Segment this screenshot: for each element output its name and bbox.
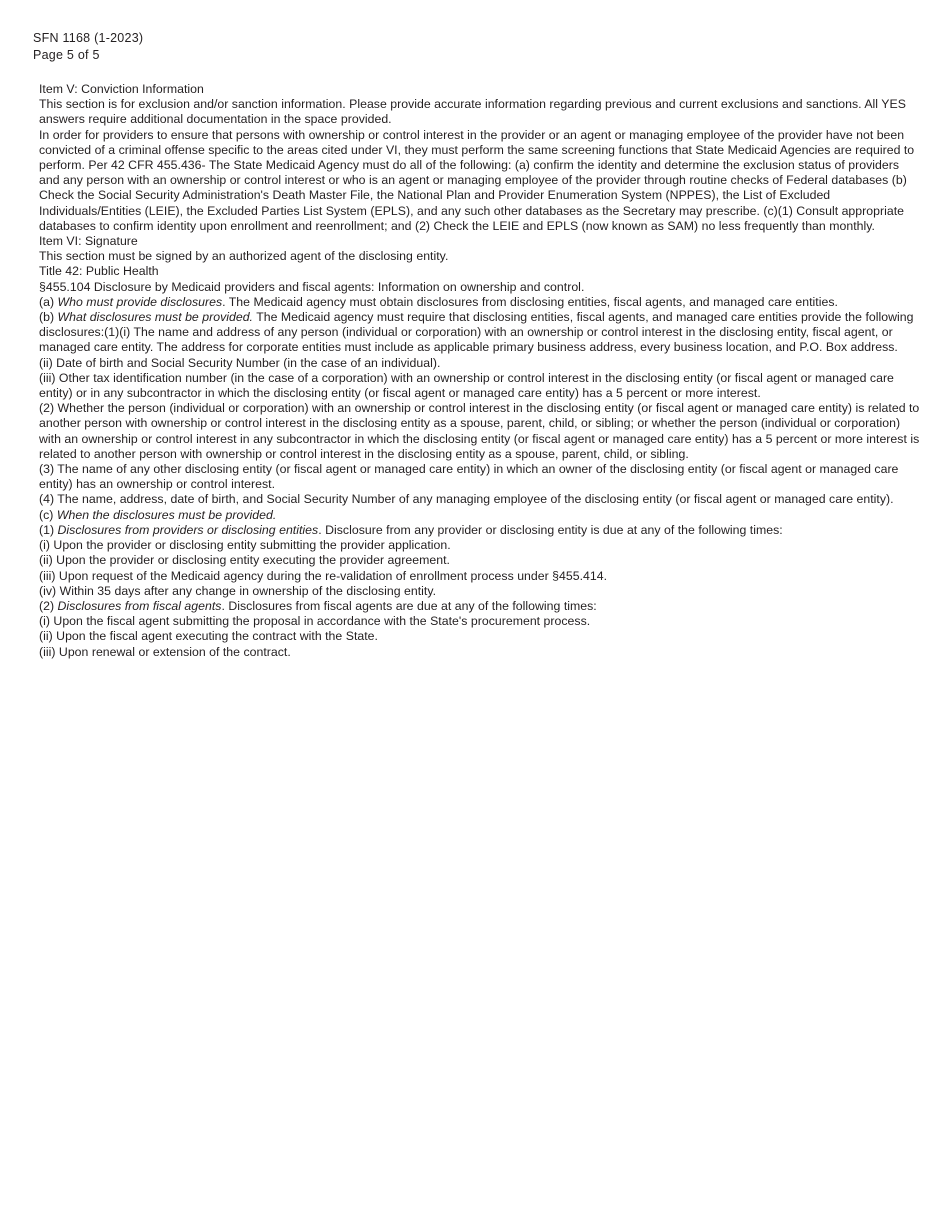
regulation-paragraph-c-2-iii — [39, 645, 921, 660]
regulation-paragraph-b-ii — [39, 356, 921, 371]
paragraph-italic-title: Disclosures from providers or disclosing entities — [57, 522, 319, 537]
form-number: SFN 1168 (1-2023) — [33, 31, 144, 45]
paragraph-text: . The Medicaid agency must obtain disclosures from disclosing entities, fiscal agents, and managed care entities. — [222, 294, 838, 309]
paragraph-text: (i) Upon the fiscal agent submitting the proposal in accordance with the State's procurement process. — [39, 614, 591, 629]
paragraph-italic-title: When the disclosures must be provided. — [56, 507, 277, 522]
title-42-heading: Title 42: Public Health — [39, 264, 159, 279]
paragraph-text: (iii) Other tax identification number (in the case of a corporation) with an ownership or control interest in the disclosing entity (or fiscal agent or managed care entity) or in any subcontractor in which the disclosing entity (or fiscal agent or managed care entity) has a 5 percent or more interest. — [39, 370, 894, 401]
paragraph-text: (iv) Within 35 days after any change in ownership of the disclosing entity. — [39, 583, 437, 598]
paragraph-marker: (1) — [39, 522, 58, 537]
title-42-citation: §455.104 Disclosure by Medicaid providers and fiscal agents: Information on ownership and control. — [39, 279, 585, 294]
regulation-paragraph-c-2-ii — [39, 629, 921, 644]
paragraph-text: (ii) Upon the provider or disclosing entity executing the provider agreement. — [39, 553, 450, 568]
paragraph-italic-title: Disclosures from fiscal agents — [57, 598, 222, 613]
paragraph-text: . Disclosure from any provider or disclosing entity is due at any of the following times: — [318, 522, 783, 537]
paragraph-marker: (c) — [39, 507, 57, 522]
paragraph-text: (ii) Upon the fiscal agent executing the contract with the State. — [39, 629, 378, 644]
paragraph-text: . Disclosures from fiscal agents are due at any of the following times: — [221, 598, 597, 613]
item-vi-heading: Item VI: Signature — [39, 234, 138, 249]
regulation-paragraph-c-1-iii — [39, 569, 921, 584]
regulation-paragraph-b-2 — [39, 401, 921, 462]
regulation-paragraph-b-4 — [39, 492, 921, 507]
regulation-paragraph-c-1-iv — [39, 584, 921, 599]
regulation-paragraph-c-2-i — [39, 614, 921, 629]
paragraph-text: (iii) Upon renewal or extension of the contract. — [39, 644, 291, 659]
regulation-paragraph-b — [39, 310, 921, 356]
regulation-paragraph-c — [39, 508, 921, 523]
regulation-paragraph-c-1 — [39, 523, 921, 538]
paragraph-text: (4) The name, address, date of birth, and Social Security Number of any managing employee of the disclosing entity (or fiscal agent or managed care entity). — [39, 492, 894, 507]
paragraph-marker: (2) — [39, 598, 58, 613]
regulation-paragraph-b-iii — [39, 371, 921, 401]
document-header — [33, 30, 143, 63]
regulation-paragraph-list — [39, 295, 921, 660]
paragraph-italic-title: Who must provide disclosures — [57, 294, 223, 309]
item-v-screening-paragraph: In order for providers to ensure that persons with ownership or control interest in the provider or an agent or managing employee of the provider have not been convicted of a criminal offense specific to the areas cited under VI, they must perform the same screening functions that State Medicaid Agencies are required to perform. Per 42 CFR 455.436- The State Medicaid Agency must do all of the following: (a) confirm the identity and determine the exclusion status of providers and any person with an ownership or control interest or who is an agent or managing employee of the provider through routine checks of Federal databases (b) Check the Social Security Administration's Death Master File, the National Plan and Provider Enumeration System (NPPES), the List of Excluded Individuals/Entities (LEIE), the Excluded Parties List System (EPLS), and any such other databases as the Secretary may prescribe. (c)(1) Consult appropriate databases to confirm identity upon enrollment and reenrollment; and (2) Check the LEIE and EPLS (now known as SAM) no less frequently than monthly. — [39, 127, 915, 233]
paragraph-marker: (b) — [39, 310, 58, 325]
paragraph-text: (iii) Upon request of the Medicaid agency during the re-validation of enrollment process under §455.414. — [39, 568, 608, 583]
paragraph-italic-title: What disclosures must be provided. — [57, 310, 253, 325]
page-number: Page 5 of 5 — [33, 47, 100, 62]
regulation-paragraph-c-1-ii — [39, 553, 921, 568]
paragraph-marker: (a) — [39, 294, 58, 309]
paragraph-text: The Medicaid agency must require that disclosing entities, fiscal agents, and managed care entities provide the following disclosures:(1)(i) The name and address of any person (individual or corporation) with an ownership or control interest in the disclosing entity, fiscal agent, or managed care entity. The address for corporate entities must include as applicable primary business address, every business location, and P.O. Box address. — [39, 310, 914, 355]
regulation-paragraph-a — [39, 295, 921, 310]
regulation-paragraph-c-2 — [39, 599, 921, 614]
regulation-paragraph-c-1-i — [39, 538, 921, 553]
paragraph-text: (ii) Date of birth and Social Security Number (in the case of an individual). — [39, 355, 441, 370]
paragraph-text: (3) The name of any other disclosing entity (or fiscal agent or managed care entity) in which an owner of the disclosing entity (or fiscal agent or managed care entity) has an ownership or control interest. — [39, 462, 899, 492]
item-vi-intro: This section must be signed by an authorized agent of the disclosing entity. — [39, 249, 449, 264]
item-v-heading: Item V: Conviction Information — [39, 82, 204, 96]
paragraph-text: (i) Upon the provider or disclosing entity submitting the provider application. — [39, 538, 451, 553]
regulation-paragraph-b-3 — [39, 462, 921, 492]
item-v-intro: This section is for exclusion and/or sanction information. Please provide accurate information regarding previous and current exclusions and sanctions. All YES answers require additional documentation in the space provided. — [39, 97, 906, 127]
document-body — [39, 82, 921, 660]
paragraph-text: (2) Whether the person (individual or corporation) with an ownership or control interest in the disclosing entity (or fiscal agent or managed care entity) is related to another person with ownership or control interest in the disclosing entity as a spouse, parent, child, or sibling; or whether the person (individual or corporation) with an ownership or control interest in any subcontractor in which the disclosing entity (or fiscal agent or managed care entity) has a 5 percent or more interest is related to another person with ownership or control interest in the disclosing entity as a spouse, parent, child, or sibling. — [39, 401, 920, 461]
